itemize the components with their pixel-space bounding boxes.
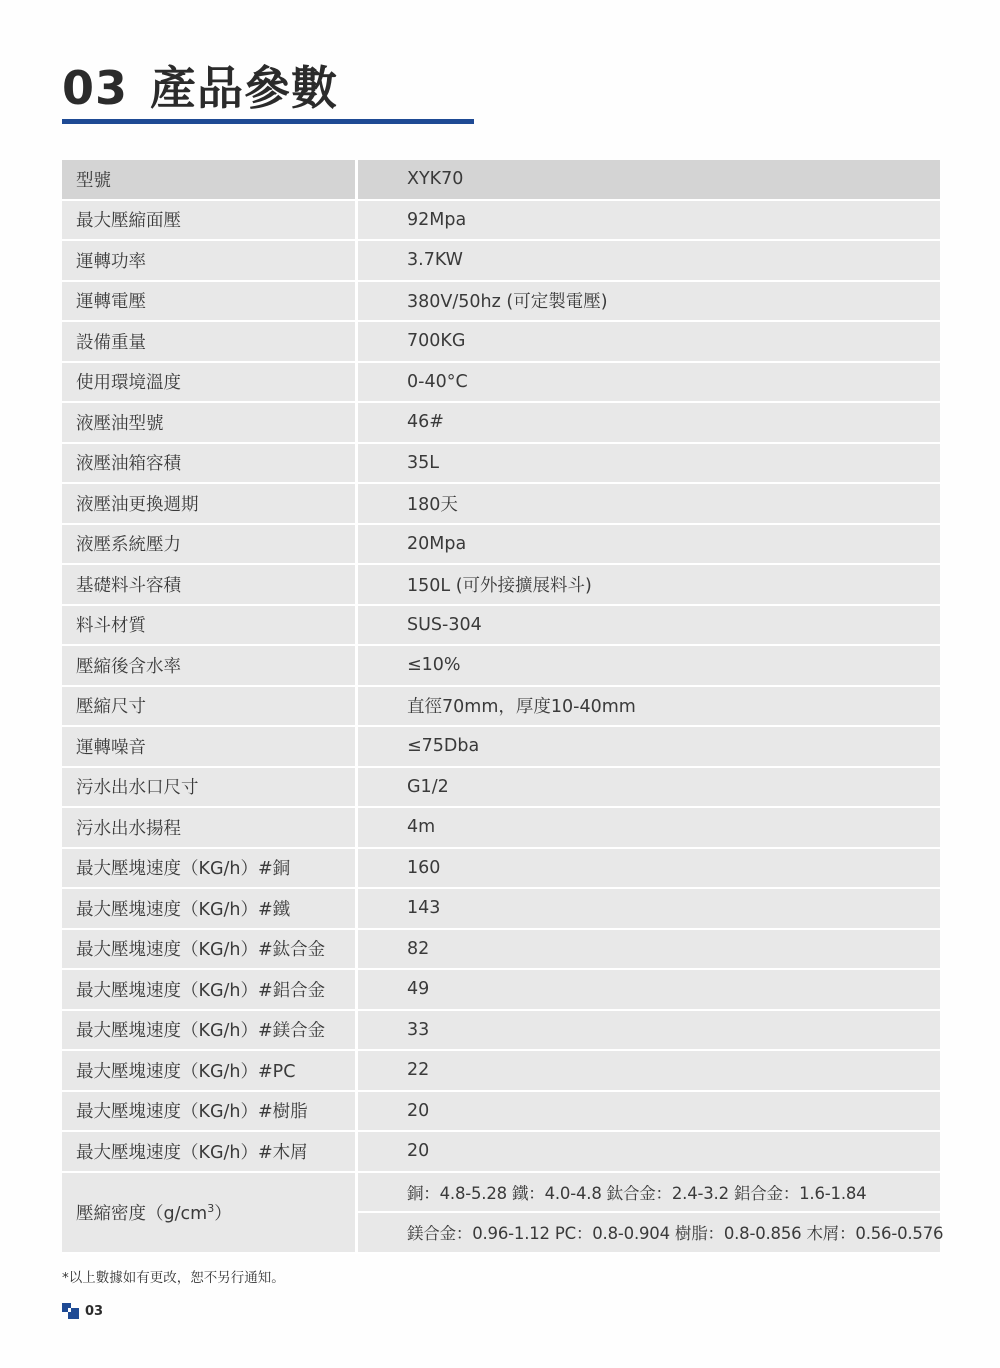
- spec-value: 143: [357, 888, 941, 929]
- spec-table: [62, 160, 944, 1254]
- spec-value: 180天: [357, 483, 941, 524]
- page-title: 產品參數: [150, 61, 339, 115]
- spec-label: 壓縮後含水率: [62, 645, 357, 686]
- table-row: [62, 929, 940, 970]
- table-row: [62, 1131, 940, 1172]
- table-row: [62, 726, 940, 767]
- table-row: [62, 969, 940, 1010]
- table-row: [62, 564, 940, 605]
- spec-value: 直徑70mm，厚度10-40mm: [357, 686, 941, 727]
- table-row: [62, 200, 940, 241]
- spec-value: 380V/50hz (可定製電壓): [357, 281, 941, 322]
- spec-value: 160: [357, 848, 941, 889]
- spec-label: 最大壓塊速度（KG/h）#木屑: [62, 1131, 357, 1172]
- spec-label: 最大壓塊速度（KG/h）#PC: [62, 1050, 357, 1091]
- density-label-text: 壓縮密度（g/cm: [76, 1203, 208, 1224]
- spec-value: 35L: [357, 443, 941, 484]
- density-label-superscript: 3: [207, 1201, 215, 1215]
- spec-label: 最大壓塊速度（KG/h）#鈦合金: [62, 929, 357, 970]
- density-values-line1: 銅：4.8-5.28 鐵：4.0-4.8 鈦合金：2.4-3.2 鋁合金：1.6-1.84: [357, 1172, 941, 1213]
- spec-value: G1/2: [357, 767, 941, 808]
- spec-label: 最大壓塊速度（KG/h）#樹脂: [62, 1091, 357, 1132]
- density-label: [62, 1172, 357, 1253]
- table-row: [62, 1050, 940, 1091]
- spec-label: 設備重量: [62, 321, 357, 362]
- table-row: [62, 888, 940, 929]
- spec-value: 82: [357, 929, 941, 970]
- table-row: [62, 281, 940, 322]
- spec-label: 污水出水口尺寸: [62, 767, 357, 808]
- spec-label: 最大壓塊速度（KG/h）#鋁合金: [62, 969, 357, 1010]
- table-header-row: [62, 160, 940, 200]
- spec-value: 0-40°C: [357, 362, 941, 403]
- table-row: [62, 362, 940, 403]
- spec-value: 46#: [357, 402, 941, 443]
- table-row: [62, 1010, 940, 1051]
- spec-label: 污水出水揚程: [62, 807, 357, 848]
- section-number: 03: [62, 61, 129, 115]
- spec-label: 運轉噪音: [62, 726, 357, 767]
- density-values-line2: 鎂合金：0.96-1.12 PC：0.8-0.904 樹脂：0.8-0.856 木屑：0.56-0.576: [357, 1212, 941, 1253]
- table-row: [62, 848, 940, 889]
- page-number: 03: [85, 1304, 104, 1319]
- spec-value: 4m: [357, 807, 941, 848]
- table-row: [62, 443, 940, 484]
- table-row: [62, 1091, 940, 1132]
- table-row: [62, 645, 940, 686]
- header-value: XYK70: [357, 160, 941, 200]
- spec-value: 92Mpa: [357, 200, 941, 241]
- spec-value: 150L (可外接擴展料斗): [357, 564, 941, 605]
- heading-underline: [62, 119, 474, 124]
- table-row: [62, 807, 940, 848]
- table-row: [62, 483, 940, 524]
- spec-value: 3.7KW: [357, 240, 941, 281]
- spec-label: 液壓油型號: [62, 402, 357, 443]
- spec-value: 700KG: [357, 321, 941, 362]
- spec-label: 液壓系統壓力: [62, 524, 357, 565]
- spec-value: 20: [357, 1091, 941, 1132]
- spec-label: 使用環境溫度: [62, 362, 357, 403]
- density-row: [62, 1172, 940, 1213]
- spec-label: 最大壓縮面壓: [62, 200, 357, 241]
- footnote: *以上數據如有更改，恕不另行通知。: [62, 1270, 285, 1286]
- spec-value: 22: [357, 1050, 941, 1091]
- table-row: [62, 321, 940, 362]
- page-marker-icon: [62, 1303, 80, 1319]
- table-row: [62, 524, 940, 565]
- table-row: [62, 605, 940, 646]
- spec-label: 最大壓塊速度（KG/h）#銅: [62, 848, 357, 889]
- table-row: [62, 240, 940, 281]
- page-heading: [62, 52, 338, 118]
- spec-value: ≤75Dba: [357, 726, 941, 767]
- spec-label: 最大壓塊速度（KG/h）#鎂合金: [62, 1010, 357, 1051]
- header-label: 型號: [62, 160, 357, 200]
- spec-label: 基礎料斗容積: [62, 564, 357, 605]
- spec-label: 運轉電壓: [62, 281, 357, 322]
- spec-value: 33: [357, 1010, 941, 1051]
- spec-label: 液壓油箱容積: [62, 443, 357, 484]
- table-row: [62, 686, 940, 727]
- table-row: [62, 767, 940, 808]
- spec-label: 料斗材質: [62, 605, 357, 646]
- spec-label: 壓縮尺寸: [62, 686, 357, 727]
- density-label-end: ）: [214, 1203, 232, 1224]
- spec-value: 49: [357, 969, 941, 1010]
- spec-value: 20: [357, 1131, 941, 1172]
- spec-value: ≤10%: [357, 645, 941, 686]
- spec-label: 運轉功率: [62, 240, 357, 281]
- spec-value: SUS-304: [357, 605, 941, 646]
- spec-label: 液壓油更換週期: [62, 483, 357, 524]
- table-row: [62, 402, 940, 443]
- spec-value: 20Mpa: [357, 524, 941, 565]
- spec-label: 最大壓塊速度（KG/h）#鐵: [62, 888, 357, 929]
